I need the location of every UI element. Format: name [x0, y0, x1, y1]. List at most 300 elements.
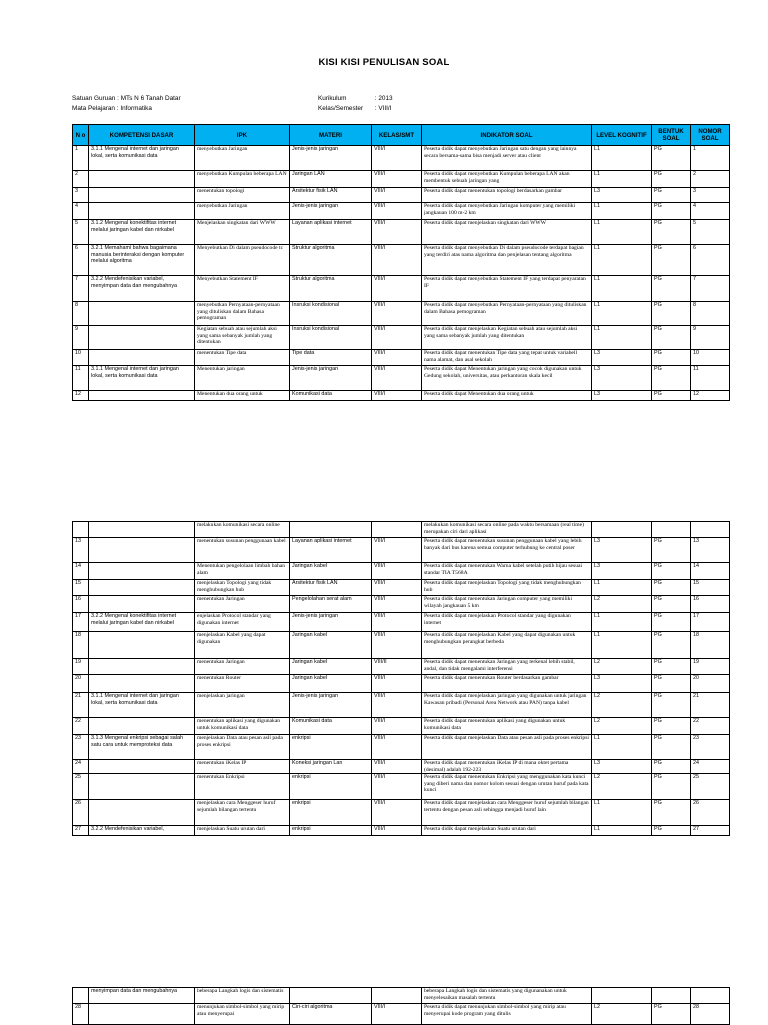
cell-indikator: Peserta didik dapat menjelaskan cara Menggeser huruf sejumlah bilangan tertentu dengan pesan asli sehingga menjadi huruf lain [422, 800, 592, 826]
table-row [73, 693, 730, 718]
table-row [73, 760, 730, 774]
cell-kompetensi [89, 522, 195, 538]
cell-indikator: Peserta didik dapat menentukan Warna kabel setelah putih hijau sesuai standar TIA T568A [422, 563, 592, 580]
cell-kompetensi [89, 718, 195, 735]
cell-nomor: 8 [691, 302, 730, 326]
cell-materi: Jenis-jenis jaringan [290, 146, 372, 171]
cell-materi: enkripsi [290, 800, 372, 826]
cell-level: L1 [592, 326, 652, 350]
table-row [73, 826, 730, 836]
cell-no: 21 [73, 693, 89, 718]
cell-no: 10 [73, 350, 89, 366]
cell-level: L1 [592, 826, 652, 836]
cell-bentuk: PG [652, 613, 691, 632]
info-kelas [318, 105, 391, 112]
cell-kompetensi: 3.1.3 Mengenal enkripsi sebagai salah satu cara untuk memproteksi data [89, 735, 195, 760]
cell-materi: Layanan aplikasi internet [290, 220, 372, 245]
cell-ipk: enjelaskan Protocol standar yang digunakan internet [195, 613, 290, 632]
cell-nomor: 9 [691, 326, 730, 350]
table-row [73, 613, 730, 632]
cell-nomor: 14 [691, 563, 730, 580]
cell-no: 19 [73, 659, 89, 675]
cell-kelas: VIII/I [372, 203, 422, 220]
cell-indikator: Peserta didik dapat menentukan Enkripsi yang menggunakan kata kunci yang diberi nama dan nomor kolom sesuai dengan urutan huruf pada kata kunci [422, 774, 592, 800]
mapel-label: Mata Pelajaran [72, 105, 115, 112]
cell-indikator: Peserta didik dapat menunjukan simbol-simbol yang mirip atau menyerupai kode program yang ditulis [422, 1004, 592, 1025]
cell-nomor: 2 [691, 171, 730, 188]
header-bentuk: BENTUK SOAL [652, 125, 691, 146]
cell-indikator: Peserta didik dapat menjelaskan Data atau pesan asli pada proses enkripsi [422, 735, 592, 760]
cell-level: L1 [592, 800, 652, 826]
cell-kompetensi [89, 203, 195, 220]
cell-kompetensi: 3.2.2 Mengenal konektifitas internet melalui jaringan kabel dan nirkabel [89, 613, 195, 632]
cell-no: 12 [73, 391, 89, 401]
cell-indikator: Peserta didik dapat menyebutkan Kumpulan beberapa LAN akan membentuk sebuah jaringan yang [422, 171, 592, 188]
info-mapel [72, 105, 152, 112]
cell-level [592, 522, 652, 538]
cell-level: L2 [592, 659, 652, 675]
mapel-value: : Informatika [116, 105, 152, 112]
cell-indikator: Peserta didik dapat menentukan susunan penggunaan kabel yang lebih banyak dari bus karena semua computer terhubung ke central poser [422, 538, 592, 563]
cell-materi: Arsitektur fisik LAN [290, 580, 372, 596]
cell-kompetensi: 3.1.1 Mengenal internet dan jaringan lokal, serta komunikasi data [89, 366, 195, 391]
cell-level: L1 [592, 220, 652, 245]
cell-no: 27 [73, 826, 89, 836]
cell-materi: Ciri-ciri algoritma [290, 1004, 372, 1025]
cell-no: 14 [73, 563, 89, 580]
cell-indikator: Peserta didik dapat Menentukan jaringan yang cocok digunakan untuk Gedung sekolah, universitas, atau perkantoran skala kecil [422, 366, 592, 391]
cell-bentuk: PG [652, 596, 691, 613]
cell-kompetensi [89, 580, 195, 596]
cell-materi: Jaringan LAN [290, 171, 372, 188]
info-satuan [72, 95, 181, 102]
table-row [73, 632, 730, 659]
cell-kelas: VIII/I [372, 276, 422, 302]
cell-no: 1 [73, 146, 89, 171]
cell-materi: Tipe data [290, 350, 372, 366]
cell-level: L3 [592, 188, 652, 203]
kurikulum-label: Kurikulum [318, 95, 347, 102]
cell-kelas: VIII/I [372, 220, 422, 245]
cell-no: 8 [73, 302, 89, 326]
cell-no: 26 [73, 800, 89, 826]
cell-kelas: VIII/I [372, 760, 422, 774]
cell-kompetensi [89, 302, 195, 326]
cell-indikator: Peserta didik dapat menyebutkan Jaringan satu dengan yang lainnya secara bersama-sama bisa menjadi server atau client [422, 146, 592, 171]
cell-kompetensi [89, 675, 195, 693]
cell-kelas: VIII/II [372, 659, 422, 675]
page-break-gap [0, 875, 768, 987]
header-indikator: INDIKATOR SOAL [422, 125, 592, 146]
cell-level: L1 [592, 146, 652, 171]
cell-indikator: Peserta didik dapat menentukan iKelas IP di mana oktet pertama (desimal) adalah 192-223 [422, 760, 592, 774]
cell-bentuk: PG [652, 220, 691, 245]
table-row [73, 326, 730, 350]
satuan-value: : MTs N 6 Tanah Datar [117, 95, 181, 102]
cell-indikator: Peserta didik dapat menjelaskan Topologi yang tidak menghubungkan hub [422, 580, 592, 596]
cell-level: L1 [592, 203, 652, 220]
cell-materi: enkripsi [290, 735, 372, 760]
cell-no: 6 [73, 245, 89, 276]
cell-kompetensi [89, 538, 195, 563]
cell-nomor: 21 [691, 693, 730, 718]
cell-no: 18 [73, 632, 89, 659]
cell-indikator: Peserta didik dapat menjelaskan Suatu urutan dari [422, 826, 592, 836]
table-row [73, 538, 730, 563]
cell-kompetensi [89, 171, 195, 188]
cell-bentuk: PG [652, 580, 691, 596]
cell-nomor: 22 [691, 718, 730, 735]
cell-bentuk: PG [652, 366, 691, 391]
cell-no: 13 [73, 538, 89, 563]
cell-level: L2 [592, 1004, 652, 1025]
cell-nomor: 4 [691, 203, 730, 220]
cell-kompetensi: 3.1.1 Mengenal internet dan jaringan lokal, serta komunikasi data [89, 693, 195, 718]
cell-materi: Arsitektur fisik LAN [290, 188, 372, 203]
cell-kelas: VIII/I [372, 800, 422, 826]
cell-no: 15 [73, 580, 89, 596]
cell-bentuk: PG [652, 800, 691, 826]
document-title: KISI KISI PENULISAN SOAL [318, 57, 450, 68]
cell-no: 2 [73, 171, 89, 188]
cell-level [592, 988, 652, 1004]
cell-level: L1 [592, 302, 652, 326]
cell-level: L1 [592, 171, 652, 188]
cell-ipk: menjelaskan jaringan [195, 693, 290, 718]
cell-bentuk: PG [652, 171, 691, 188]
cell-materi: Pengelolahan serat alam [290, 596, 372, 613]
cell-materi: Jaringan kabel [290, 659, 372, 675]
cell-materi: Jenis-jenis jaringan [290, 613, 372, 632]
cell-materi: Struktur algoritma [290, 276, 372, 302]
cell-no: 22 [73, 718, 89, 735]
cell-kelas: VIII/I [372, 774, 422, 800]
cell-bentuk: PG [652, 826, 691, 836]
cell-level: L1 [592, 735, 652, 760]
cell-kelas: VIII/I [372, 580, 422, 596]
cell-ipk: menyebutkan Kumpulan beberapa LAN [195, 171, 290, 188]
cell-materi: Layanan aplikasi internet [290, 538, 372, 563]
cell-materi: Struktur algoritma [290, 245, 372, 276]
cell-materi: Komunikasi data [290, 718, 372, 735]
cell-indikator: Peserta didik dapat menentukan Tipe data yang tepat untuk variabell nama alamat, dan asal sekolah [422, 350, 592, 366]
table-row [73, 391, 730, 401]
cell-nomor: 3 [691, 188, 730, 203]
cell-level: L2 [592, 693, 652, 718]
cell-nomor: 24 [691, 760, 730, 774]
cell-nomor: 17 [691, 613, 730, 632]
cell-bentuk: PG [652, 659, 691, 675]
cell-bentuk: PG [652, 203, 691, 220]
cell-indikator: Peserta didik dapat menyebutkan Statement IF yang terdapat penyaratan IF [422, 276, 592, 302]
cell-no: 16 [73, 596, 89, 613]
cell-no [73, 522, 89, 538]
cell-materi: Jaringan kabel [290, 632, 372, 659]
cell-level: L1 [592, 276, 652, 302]
header-kompetensi: KOMPETENSI DASAR [89, 125, 195, 146]
cell-ipk: menyebutkan Jaringan [195, 203, 290, 220]
table-row [73, 563, 730, 580]
cell-level: L3 [592, 563, 652, 580]
table-row [73, 302, 730, 326]
header-no: N o [73, 125, 89, 146]
cell-no: 20 [73, 675, 89, 693]
cell-kompetensi [89, 350, 195, 366]
cell-materi: Jaringan kabel [290, 675, 372, 693]
cell-indikator: Peserta didik dapat menjelaskan Kegiatan sebuah atau sejumlah aksi yang sama sebanyak jumlah yang ditentukan [422, 326, 592, 350]
cell-ipk: Menjelaskan singkatan dari WWW [195, 220, 290, 245]
cell-level: L3 [592, 350, 652, 366]
cell-kompetensi [89, 632, 195, 659]
cell-kompetensi [89, 800, 195, 826]
table-row [73, 245, 730, 276]
kisi-table-page-2 [72, 521, 730, 836]
cell-ipk: menjelaskan Kabel yang dapat digunakan [195, 632, 290, 659]
cell-bentuk: PG [652, 718, 691, 735]
cell-nomor: 1 [691, 146, 730, 171]
cell-bentuk: PG [652, 350, 691, 366]
cell-bentuk: PG [652, 675, 691, 693]
cell-no: 28 [73, 1004, 89, 1025]
cell-bentuk: PG [652, 245, 691, 276]
cell-kelas: VIII/I [372, 146, 422, 171]
cell-ipk: Menentukan dua orang untuk [195, 391, 290, 401]
table-row [73, 675, 730, 693]
table-row [73, 1004, 730, 1025]
table-row [73, 276, 730, 302]
cell-no: 4 [73, 203, 89, 220]
cell-kelas: VIII/I [372, 366, 422, 391]
cell-kelas: VIII/I [372, 563, 422, 580]
cell-nomor: 28 [691, 1004, 730, 1025]
cell-kompetensi [89, 188, 195, 203]
cell-bentuk: PG [652, 302, 691, 326]
cell-kompetensi: 3.1.2 Mengenal konektifitas internet melalui jaringan kabel dan nirkabel [89, 220, 195, 245]
cell-kelas [372, 988, 422, 1004]
cell-no: 9 [73, 326, 89, 350]
cell-bentuk: PG [652, 693, 691, 718]
cell-level: L3 [592, 391, 652, 401]
table-row [73, 350, 730, 366]
cell-indikator: Peserta didik dapat menentukan Router berdasarkan gambar [422, 675, 592, 693]
cell-level: L3 [592, 538, 652, 563]
cell-indikator: Peserta didik dapat menyebutkan Jaringan komputer yang memiliki jangkauan 100 m-2 km [422, 203, 592, 220]
cell-materi: Jenis-jenis jaringan [290, 693, 372, 718]
table-row [73, 220, 730, 245]
cell-kompetensi [89, 391, 195, 401]
table-row [73, 522, 730, 538]
cell-kelas: VIII/I [372, 675, 422, 693]
cell-kompetensi [89, 774, 195, 800]
cell-indikator: Peserta didik dapat menyebutkan Di dalam pseudocode terdapat bagian yang terdiri atas nama algoritma dan penjelasan tentang algoritma [422, 245, 592, 276]
cell-kelas: VIII/I [372, 693, 422, 718]
kisi-table-page-1 [72, 124, 730, 401]
cell-ipk: menyebutkan Pernyataan-pernyataan yang dituliskan dalam Bahasa pemograman [195, 302, 290, 326]
cell-nomor: 20 [691, 675, 730, 693]
table-row [73, 774, 730, 800]
header-kelas: KELAS/SMT [372, 125, 422, 146]
cell-level: L2 [592, 774, 652, 800]
cell-bentuk: PG [652, 276, 691, 302]
cell-ipk: menentukan Jaringan [195, 659, 290, 675]
cell-kelas: VIII/I [372, 326, 422, 350]
cell-nomor [691, 988, 730, 1004]
cell-materi: Jaringan kabel [290, 563, 372, 580]
cell-kelas: VIII/I [372, 1004, 422, 1025]
cell-level: L2 [592, 718, 652, 735]
cell-ipk: menjelaskan cara Menggeser huruf sejumlah bilangan tertentu [195, 800, 290, 826]
cell-bentuk: PG [652, 563, 691, 580]
cell-indikator: Peserta didik dapat menyebutkan Pernyataan-pernyataan yang dituliskan dalam Bahasa pemograman [422, 302, 592, 326]
cell-kompetensi: menyimpan data dan mengubahnya [89, 988, 195, 1004]
table-row [73, 188, 730, 203]
cell-nomor: 25 [691, 774, 730, 800]
cell-nomor: 10 [691, 350, 730, 366]
cell-kelas: VIII/I [372, 302, 422, 326]
cell-nomor: 12 [691, 391, 730, 401]
cell-level: L1 [592, 580, 652, 596]
cell-no: 5 [73, 220, 89, 245]
cell-ipk: menentukan susunan penggunaan kabel [195, 538, 290, 563]
cell-kompetensi: 3.1.1 Mengenal internet dan jaringan lokal, serta komunikasi data [89, 146, 195, 171]
table-row [73, 580, 730, 596]
cell-ipk: menjelaskan Data atau pesan asli pada proses enkripsi [195, 735, 290, 760]
cell-materi: enkripsi [290, 826, 372, 836]
cell-ipk: Menentukan jaringan [195, 366, 290, 391]
cell-nomor: 5 [691, 220, 730, 245]
table-row [73, 659, 730, 675]
cell-kompetensi: 3.2.1 Memahami bahwa bagaimana manusia berinteraksi dengan komputer melalui algoritma [89, 245, 195, 276]
cell-bentuk: PG [652, 326, 691, 350]
cell-materi: Jenis-jenis jaringan [290, 203, 372, 220]
cell-ipk: menjelaskan Topologi yang tidak menghubungkan hub [195, 580, 290, 596]
cell-indikator: Peserta didik dapat menjelaskan Protocol standar yang digunakan internet [422, 613, 592, 632]
cell-indikator: Peserta didik dapat menentukan topologi berdasarkan gambar [422, 188, 592, 203]
cell-level: L1 [592, 613, 652, 632]
cell-kelas: VIII/I [372, 245, 422, 276]
cell-indikator: Peserta didik dapat menentukan Jaringan yang terkenal lebih stabil, andal, dan tidak mengalami interferensi [422, 659, 592, 675]
cell-indikator: Peserta didik dapat menjelaskan Kabel yang dapat digunakan untuk menghubungkan perangkat berbeda [422, 632, 592, 659]
cell-no: 24 [73, 760, 89, 774]
cell-no: 25 [73, 774, 89, 800]
cell-bentuk: PG [652, 774, 691, 800]
cell-kelas: VIII/I [372, 350, 422, 366]
cell-materi [290, 522, 372, 538]
cell-indikator: Peserta didik dapat menjelaskan jaringan yang digunakan untuk jaringan Kawasan pribadi (Personal Area Network atau PAN) tanpa kabel [422, 693, 592, 718]
cell-no: 3 [73, 188, 89, 203]
cell-ipk: menentukan aplikasi yang digunakan untuk komunikasi data [195, 718, 290, 735]
table-row [73, 718, 730, 735]
cell-kelas: VIII/I [372, 826, 422, 836]
table-body-page-1 [73, 146, 730, 401]
cell-kelas: VIII/I [372, 735, 422, 760]
table-header-row [73, 125, 730, 146]
cell-bentuk: PG [652, 760, 691, 774]
cell-ipk: Menyebutkan Di dalam pseudocode tc [195, 245, 290, 276]
cell-level: L3 [592, 675, 652, 693]
cell-kelas: VIII/I [372, 632, 422, 659]
cell-kelas: VIII/I [372, 718, 422, 735]
cell-ipk: Kegiatan sebuah atau sejumlah aksi yang sama sebanyak jumlah yang ditentukan [195, 326, 290, 350]
cell-no: 23 [73, 735, 89, 760]
cell-indikator: Peserta didik dapat Menentukan dua orang untuk [422, 391, 592, 401]
cell-kelas: VIII/I [372, 171, 422, 188]
table-row [73, 171, 730, 188]
table-row [73, 203, 730, 220]
table-row [73, 800, 730, 826]
cell-no: 7 [73, 276, 89, 302]
cell-no: 17 [73, 613, 89, 632]
cell-no: 11 [73, 366, 89, 391]
cell-nomor: 15 [691, 580, 730, 596]
table-row [73, 146, 730, 171]
kelas-label: Kelas/Semester [318, 105, 364, 112]
cell-indikator: Peserta didik dapat menjelaskan singkatan dari WWW [422, 220, 592, 245]
cell-nomor: 16 [691, 596, 730, 613]
cell-kelas: VIII/I [372, 538, 422, 563]
cell-bentuk: PG [652, 735, 691, 760]
cell-kompetensi: 3.2.2 Mendefenisikan variabel, [89, 826, 195, 836]
cell-kelas: VIII/I [372, 596, 422, 613]
kurikulum-value: : 2013 [374, 95, 393, 102]
info-kurikulum [318, 95, 393, 102]
cell-kompetensi: 3.2.2 Mendefenisikan variabel, menyimpan data dan mengubahnya [89, 276, 195, 302]
cell-kelas: VIII/I [372, 391, 422, 401]
cell-nomor: 26 [691, 800, 730, 826]
cell-nomor: 11 [691, 366, 730, 391]
table-row [73, 366, 730, 391]
cell-kompetensi [89, 1004, 195, 1025]
header-level: LEVEL KOGNITIF [592, 125, 652, 146]
cell-nomor: 13 [691, 538, 730, 563]
cell-bentuk: PG [652, 391, 691, 401]
cell-kompetensi [89, 326, 195, 350]
cell-ipk: menentukan Tipe data [195, 350, 290, 366]
kisi-table-page-3 [72, 987, 730, 1025]
cell-materi: Komunikasi data [290, 391, 372, 401]
cell-bentuk: PG [652, 188, 691, 203]
table-row [73, 596, 730, 613]
table-row [73, 988, 730, 1004]
cell-bentuk [652, 988, 691, 1004]
header-materi: MATERI [290, 125, 372, 146]
cell-kompetensi [89, 659, 195, 675]
cell-nomor: 7 [691, 276, 730, 302]
cell-ipk: menentukan Router [195, 675, 290, 693]
cell-ipk: menentukan Jaringan [195, 596, 290, 613]
cell-level: L3 [592, 366, 652, 391]
cell-materi: Insruksi kondisional [290, 326, 372, 350]
cell-level: L1 [592, 632, 652, 659]
cell-ipk: beberapa Langkah logis dan sistematis [195, 988, 290, 1004]
cell-indikator: Peserta didik dapat menentukan Jaringan computer yang memiliki wilayah jangkauan 5 km [422, 596, 592, 613]
cell-kelas [372, 522, 422, 538]
satuan-label: Satuan Guruan [72, 95, 116, 102]
cell-ipk: Menyebutkan Statement IF [195, 276, 290, 302]
cell-materi [290, 988, 372, 1004]
cell-nomor: 6 [691, 245, 730, 276]
table-row [73, 735, 730, 760]
cell-materi: Jenis-jenis jaringan [290, 366, 372, 391]
cell-level: L1 [592, 245, 652, 276]
cell-nomor: 19 [691, 659, 730, 675]
cell-bentuk: PG [652, 538, 691, 563]
cell-bentuk [652, 522, 691, 538]
cell-materi: Koneksi jaringan Lan [290, 760, 372, 774]
cell-kompetensi [89, 760, 195, 774]
cell-bentuk: PG [652, 146, 691, 171]
page-break-gap [0, 407, 768, 521]
